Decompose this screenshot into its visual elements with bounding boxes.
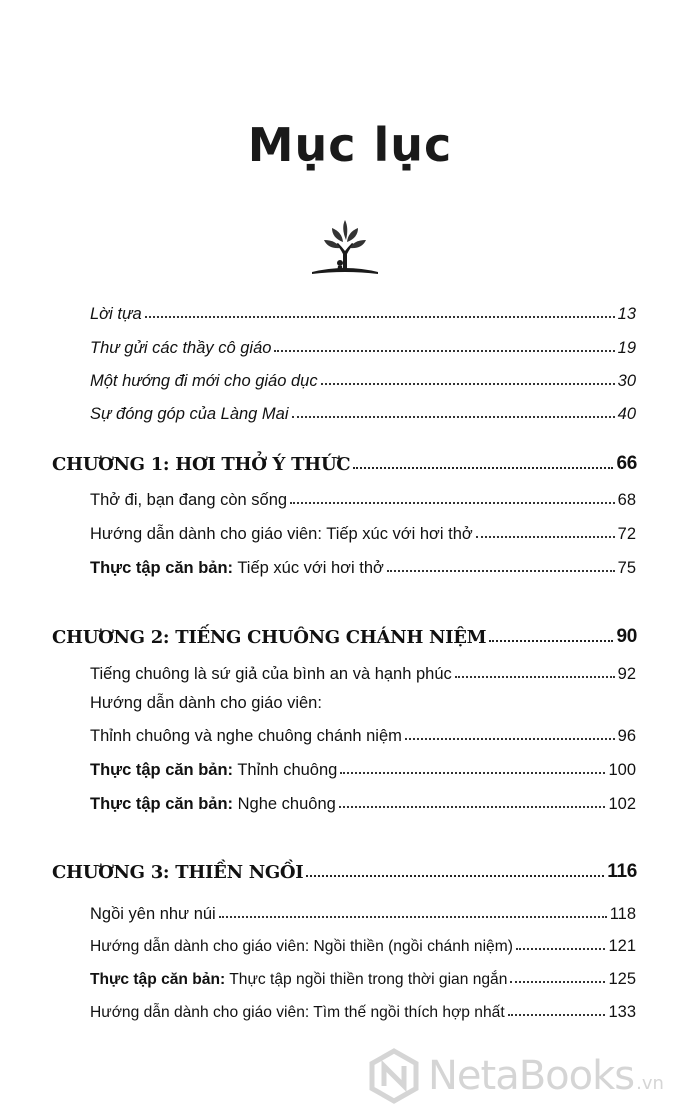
toc-entry-thu-gui[interactable]: Thư gửi các thầy cô giáo 19 bbox=[90, 339, 636, 357]
page-number: 30 bbox=[617, 372, 636, 390]
practice-prefix: Thực tập căn bản: bbox=[90, 559, 234, 577]
dot-leader bbox=[405, 738, 615, 740]
dot-leader bbox=[340, 772, 605, 774]
page-number: 75 bbox=[617, 559, 636, 577]
dot-leader bbox=[145, 316, 615, 318]
tree-ornament-icon bbox=[310, 214, 380, 278]
page-number: 125 bbox=[608, 970, 636, 988]
toc-entry[interactable]: Hướng dẫn dành cho giáo viên: Ngồi thiền (ngồi chánh niệm) 121 bbox=[90, 937, 636, 955]
dot-leader bbox=[274, 350, 614, 352]
dot-leader bbox=[219, 916, 607, 918]
page-number: 68 bbox=[617, 491, 636, 509]
dot-leader bbox=[455, 676, 615, 678]
toc-entry-loi-tua[interactable]: Lời tựa 13 bbox=[90, 305, 636, 323]
toc-entry[interactable]: Thỉnh chuông và nghe chuông chánh niệm 96 bbox=[90, 727, 636, 745]
toc-entry[interactable]: Ngồi yên như núi 118 bbox=[90, 905, 636, 923]
dot-leader bbox=[516, 948, 606, 950]
page-number: 90 bbox=[616, 626, 637, 647]
dot-leader bbox=[508, 1014, 606, 1016]
page-number: 66 bbox=[616, 453, 637, 474]
dot-leader bbox=[339, 806, 606, 808]
dot-leader bbox=[290, 502, 615, 504]
dot-leader bbox=[489, 640, 613, 642]
page-title: Mục lục bbox=[247, 118, 453, 172]
page-number: 92 bbox=[617, 665, 636, 683]
page-number: 118 bbox=[609, 905, 636, 923]
toc-entry[interactable]: Tiếng chuông là sứ giả của bình an và hạnh phúc 92 bbox=[90, 665, 636, 683]
toc-entry[interactable]: Thực tập căn bản: Thỉnh chuông 100 bbox=[90, 761, 636, 779]
page-number: 72 bbox=[617, 525, 636, 543]
toc-entry-su-dong-gop[interactable]: Sự đóng góp của Làng Mai 40 bbox=[90, 405, 636, 423]
chapter-3-heading[interactable]: CHƯƠNG 3: THIỀN NGỒI 116 bbox=[52, 861, 637, 883]
page-number: 40 bbox=[617, 405, 636, 423]
chapter-1-heading[interactable]: CHƯƠNG 1: HƠI THỞ Ý THỨC 66 bbox=[52, 453, 637, 475]
page-number: 116 bbox=[607, 861, 637, 882]
page-number: 19 bbox=[617, 339, 636, 357]
page-number: 121 bbox=[608, 937, 636, 955]
toc-entry[interactable]: Thực tập căn bản: Tiếp xúc với hơi thở 75 bbox=[90, 559, 636, 577]
page-number: 100 bbox=[608, 761, 636, 779]
practice-prefix: Thực tập căn bản: bbox=[90, 795, 234, 813]
watermark-tld: .vn bbox=[636, 1072, 664, 1094]
toc-entry-mot-huong-di[interactable]: Một hướng đi mới cho giáo dục 30 bbox=[90, 372, 636, 390]
page-number: 13 bbox=[617, 305, 636, 323]
toc-entry[interactable]: Thở đi, bạn đang còn sống 68 bbox=[90, 491, 636, 509]
toc-entry[interactable]: Hướng dẫn dành cho giáo viên: Tìm thế ngồi thích hợp nhất 133 bbox=[90, 1003, 636, 1021]
toc-entry-line1: Hướng dẫn dành cho giáo viên: bbox=[90, 694, 322, 712]
page-number: 102 bbox=[608, 795, 636, 813]
page-number: 133 bbox=[608, 1003, 636, 1021]
dot-leader bbox=[387, 570, 615, 572]
chapter-2-heading[interactable]: CHƯƠNG 2: TIẾNG CHUÔNG CHÁNH NIỆM 90 bbox=[52, 626, 637, 648]
watermark bbox=[366, 1046, 700, 1106]
dot-leader bbox=[306, 875, 604, 877]
dot-leader bbox=[321, 383, 615, 385]
practice-prefix: Thực tập căn bản: bbox=[90, 971, 226, 988]
page-number: 96 bbox=[617, 727, 636, 745]
netabooks-logo-icon bbox=[366, 1048, 422, 1104]
dot-leader bbox=[510, 981, 605, 983]
dot-leader bbox=[476, 536, 615, 538]
practice-prefix: Thực tập căn bản: bbox=[90, 761, 234, 779]
toc-entry[interactable]: Hướng dẫn dành cho giáo viên: Tiếp xúc với hơi thở 72 bbox=[90, 525, 636, 543]
watermark-brand: NetaBooks bbox=[428, 1053, 635, 1099]
toc-entry[interactable]: Thực tập căn bản: Nghe chuông 102 bbox=[90, 795, 636, 813]
dot-leader bbox=[292, 416, 615, 418]
toc-entry[interactable]: Thực tập căn bản: Thực tập ngồi thiền trong thời gian ngắn 125 bbox=[90, 970, 636, 988]
dot-leader bbox=[353, 467, 613, 469]
